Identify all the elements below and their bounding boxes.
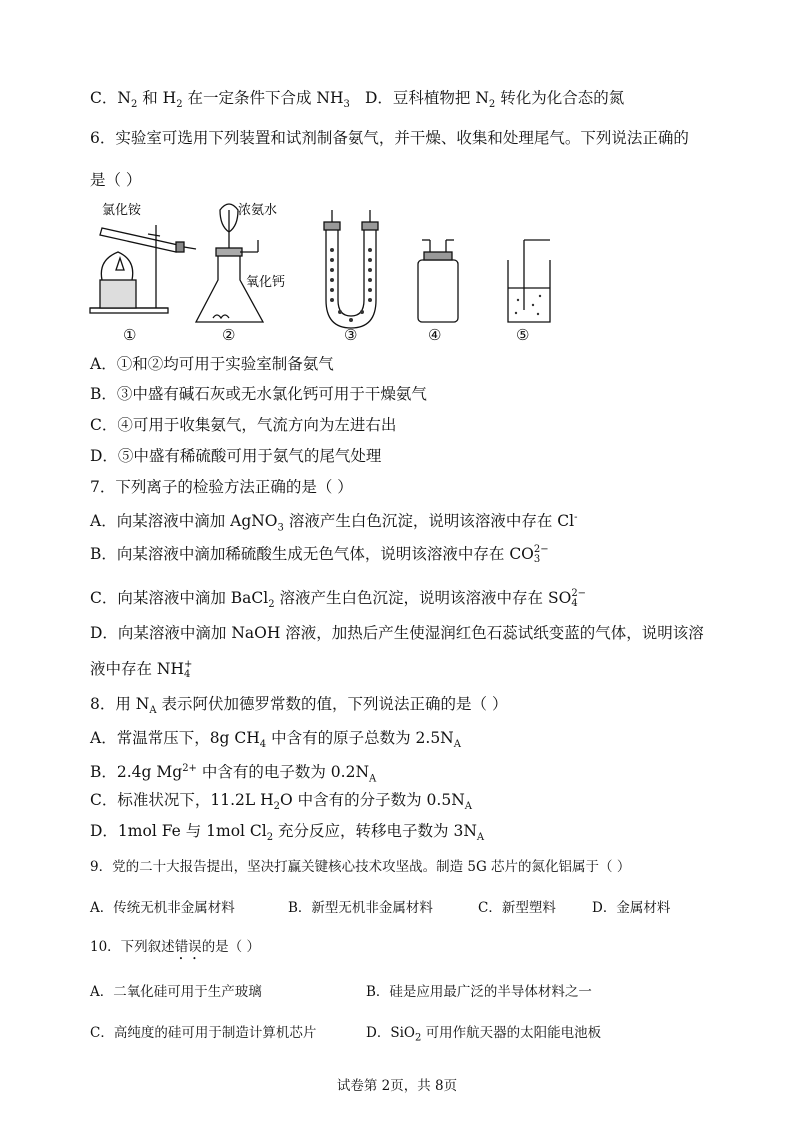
caption-4: ④ [428,326,442,344]
q9-option-b: B．新型无机非金属材料 [288,900,433,916]
q10-stem: 10．下列叙述错误的是（ ） [90,939,260,955]
q8-option-d: D．1mol Fe 与 1mol $Cl_2$ 充分反应，转移电子数为 $3N_A$ [90,822,485,844]
q10-option-b: B．硅是应用最广泛的半导体材料之一 [366,984,592,1000]
q6-option-d: D．⑤中盛有稀硫酸可用于氨气的尾气处理 [90,447,382,465]
q6-stem-line2: 是（ ） [90,171,142,189]
apparatus-drawing [88,200,608,345]
page-footer: 试卷第 2页，共 8页 [336,1078,458,1094]
caption-2: ② [222,326,236,344]
q6-option-c: C．④可用于收集氨气，气流方向为左进右出 [90,416,397,434]
q7-option-b: B．向某溶液中滴加稀硫酸生成无色气体，说明该溶液中存在 CO 2− 3 [90,544,549,565]
q8-option-c: C．标准状况下，11.2L $H_2O$ 中含有的分子数为 $0.5N_A$ [90,791,472,813]
q8-stem: 8．用 $N_A$ 表示阿伏加德罗常数的值，下列说法正确的是（ ） [90,695,508,717]
q10-option-c: C．高纯度的硅可用于制造计算机芯片 [90,1025,317,1041]
q6-option-b: B．③中盛有碱石灰或无水氯化钙可用于干燥氨气 [90,385,427,403]
q7-option-c: C．向某溶液中滴加 BaCl$_2$ 溶液产生白色沉淀，说明该溶液中存在 SO 2− 4 [90,588,587,611]
caption-1: ① [123,326,137,344]
q7-stem: 7．下列离子的检验方法正确的是（ ） [90,478,353,496]
label-ammonium-chloride: 氯化铵 [102,202,142,217]
q9-option-a: A．传统无机非金属材料 [90,900,235,916]
caption-3: ③ [344,326,358,344]
q7-option-d-line1: D．向某溶液中滴加 NaOH 溶液，加热后产生使湿润红色石蕊试纸变蓝的气体，说明该溶 [90,624,704,642]
label-calcium-oxide: 氧化钙 [246,274,286,289]
apparatus-figure [88,200,608,345]
q10-option-d: D．SiO$_2$ 可用作航天器的太阳能电池板 [366,1025,602,1044]
emphasis-wrong: 错误 [174,939,202,955]
q5-option-c: C．$N_2$ 和 $H_2$ 在一定条件下合成 $NH_3$ [90,89,350,111]
q10-option-a: A．二氧化硅可用于生产玻璃 [90,984,262,1000]
q6-option-a: A．①和②均可用于实验室制备氨气 [90,355,334,373]
q8-option-a: A．常温常压下，8g $CH_4$ 中含有的原子总数为 $2.5N_A$ [90,729,461,751]
caption-5: ⑤ [516,326,530,344]
q6-stem-line1: 6．实验室可选用下列装置和试剂制备氨气，并干燥、收集和处理尾气。下列说法正确的 [90,129,689,147]
q7-option-d-line2: 液中存在 NH + 4 [90,659,193,680]
q7-option-a: A．向某溶液中滴加 AgNO$_3$ 溶液产生白色沉淀，说明该溶液中存在 Cl- [90,512,578,534]
q9-option-c: C．新型塑料 [478,900,556,916]
label-conc-ammonia: 浓氨水 [238,202,278,217]
q5-option-d: D．豆科植物把 $N_2$ 转化为化合态的氮 [365,89,625,111]
q9-stem: 9．党的二十大报告提出，坚决打赢关键核心技术攻坚战。制造 5G 芯片的氮化铝属于（ ） [90,859,631,875]
q8-option-b: B．2.4g $Mg^{2+}$ 中含有的电子数为 $0.2N_A$ [90,763,377,785]
q9-option-d: D．金属材料 [592,900,671,916]
